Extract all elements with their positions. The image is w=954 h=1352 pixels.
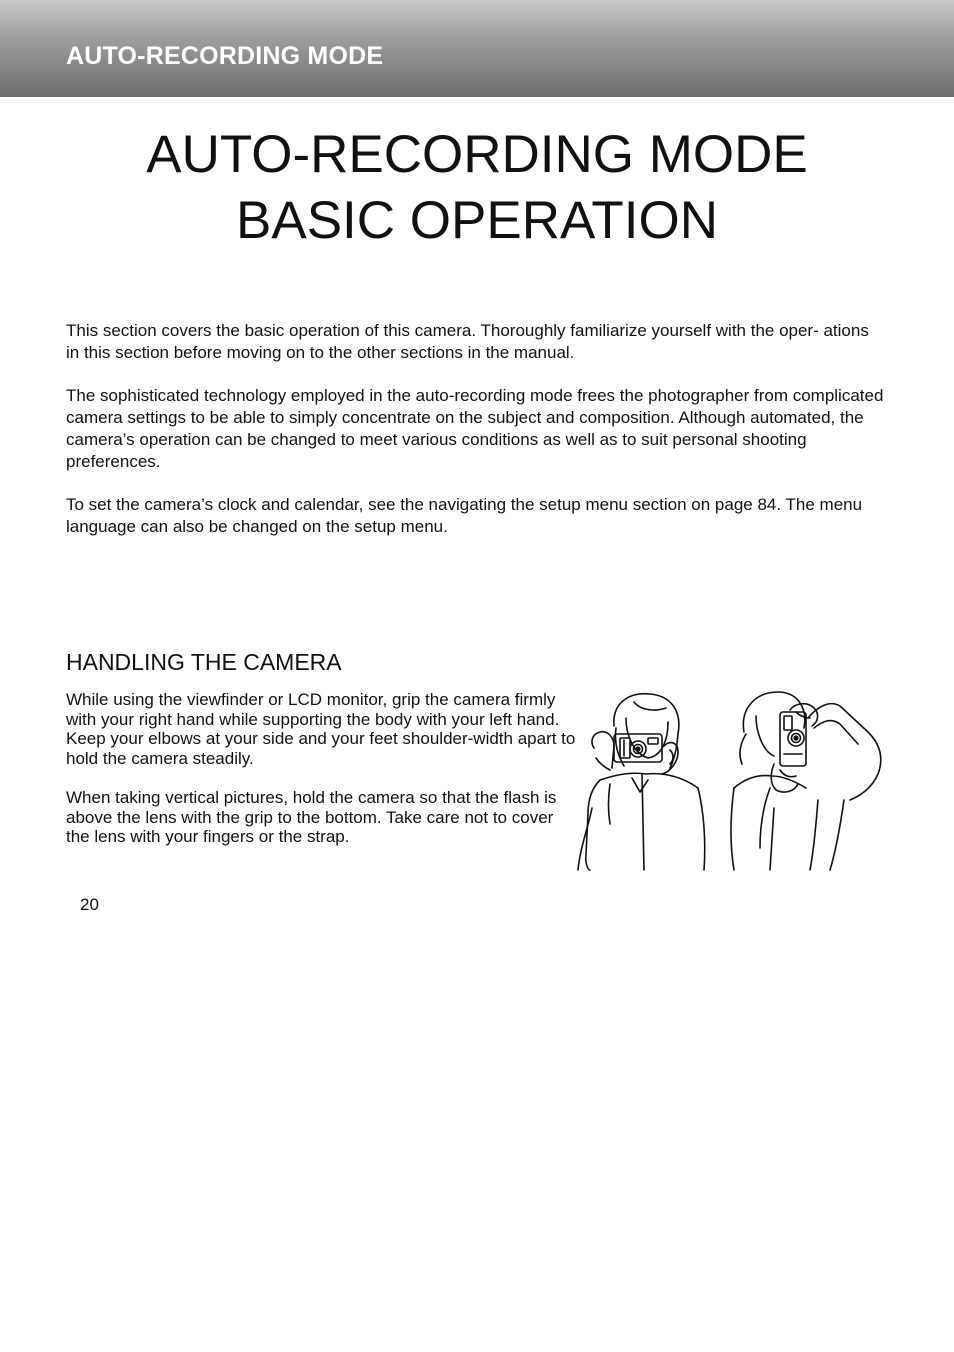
page-title-line-1: AUTO-RECORDING MODE: [146, 125, 808, 184]
handling-paragraph-2: When taking vertical pictures, hold the camera so that the flash is above the lens with the grip to the bottom. Take care not to cover the lens with your fingers or the strap.: [66, 788, 557, 846]
intro-paragraph-3: To set the camera’s clock and calendar, see the navigating the setup menu section on page 84. The menu language can also be changed on the setup menu.: [66, 495, 863, 536]
figure-vertical-hold: [731, 692, 881, 870]
page-title-line-2: BASIC OPERATION: [236, 191, 718, 250]
page-title: [0, 122, 954, 254]
handling-paragraph-1: While using the viewfinder or LCD monitor, grip the camera firmly with your right hand while supporting the body with your left hand. Keep your elbows at your side and your feet shoulder-width apart to hold the camera steadily.: [66, 690, 576, 768]
page-number: 20: [80, 895, 99, 914]
section-heading-handling: HANDLING THE CAMERA: [66, 649, 342, 675]
header-band: [0, 0, 954, 97]
header-title: AUTO-RECORDING MODE: [66, 42, 384, 70]
figure-horizontal-hold: [578, 694, 705, 870]
intro-paragraph-2: The sophisticated technology employed in the auto-recording mode frees the photographer from complicated camera settings to be able to simply concentrate on the subject and composition. Although automated, the camera’s operation can be changed to meet various conditions as well as to suit personal shooting preferences.: [66, 386, 884, 471]
intro-paragraph-1: This section covers the basic operation of this camera. Thoroughly familiarize yourself with the oper- ations in this section before moving on to the other sections in the manual.: [66, 321, 869, 362]
camera-handling-illustration: [574, 688, 886, 872]
